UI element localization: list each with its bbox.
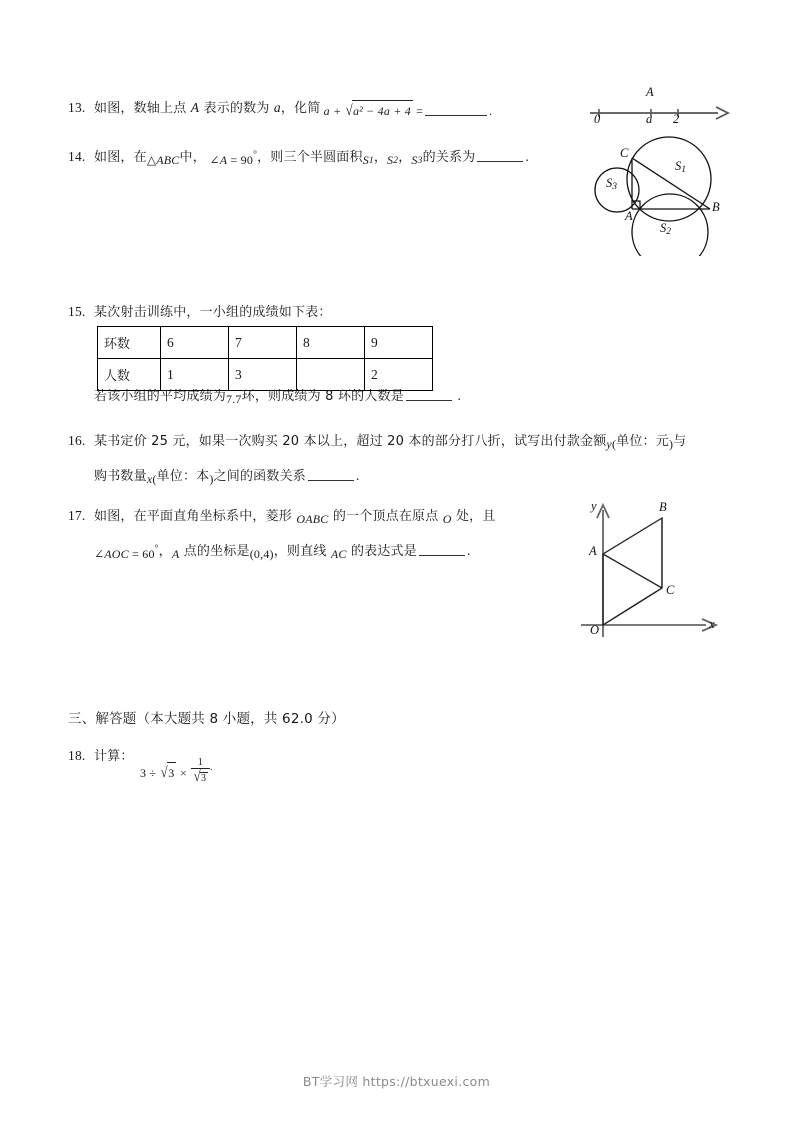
- table-row: [98, 327, 433, 359]
- radicand-3: 3: [167, 762, 176, 784]
- angle-name-A: A: [219, 153, 228, 167]
- question-15-followup: [94, 384, 554, 410]
- question-14-text-b: 中，: [179, 150, 206, 165]
- degree-symbol: °: [253, 150, 258, 160]
- angle-equals-60: = 60: [128, 547, 155, 561]
- semicircle-label-A: A: [625, 209, 633, 223]
- question-17-line1: [68, 504, 588, 530]
- paren-open-y: (: [611, 437, 617, 451]
- answer-blank-17[interactable]: [419, 543, 465, 556]
- vertex-label-B: B: [659, 500, 667, 514]
- question-16-text-b: 与: [673, 434, 687, 449]
- sqrt-glyph: [345, 98, 413, 124]
- question-17-text-c: 处，且: [451, 509, 496, 524]
- question-13-number: 13.: [68, 100, 86, 115]
- fraction-numerator: 1: [191, 757, 211, 769]
- question-17-text-a: 如图，在平面直角坐标系中，菱形: [94, 509, 297, 524]
- right-triangle-semicircles-diagram: [592, 136, 734, 256]
- answer-blank-13[interactable]: [425, 103, 487, 116]
- table-cell-rings-3: 9: [365, 327, 433, 359]
- question-14-text-d: 的关系为: [422, 150, 476, 165]
- table-cell-people-3: 2: [365, 359, 433, 391]
- question-15-period: .: [457, 388, 462, 403]
- radicand-den: 3: [200, 773, 207, 784]
- question-13-var-a: a: [273, 100, 281, 115]
- answer-blank-15[interactable]: [406, 388, 452, 401]
- triangle-name-ABC: ABC: [156, 153, 180, 167]
- radical-sign: √: [345, 103, 353, 119]
- rhombus-coordinate-diagram: [578, 492, 728, 647]
- question-15-stem: [68, 300, 488, 325]
- area-S3: S: [411, 153, 418, 167]
- answer-blank-14[interactable]: [477, 149, 523, 162]
- footer-watermark: BT学习网 https://btxuexi.com: [302, 1074, 491, 1089]
- question-16-line2: [94, 464, 594, 490]
- question-15-text: 某次射击训练中，一小组的成绩如下表：: [94, 305, 332, 320]
- question-15-text-b: 环，则成绩为 8 环的人数是: [241, 389, 404, 404]
- question-17-number: 17.: [68, 508, 86, 523]
- semicircle-label-C: C: [620, 146, 629, 160]
- number-line-label-zero: 0: [594, 112, 601, 126]
- area-S1-sub: 1: [368, 156, 374, 166]
- semicircle-label-S1: [675, 159, 686, 175]
- question-14-text-a: 如图，在: [94, 150, 147, 165]
- table-cell-rings-0: 6: [161, 327, 229, 359]
- point-A: A: [171, 547, 180, 561]
- origin-O: O: [442, 512, 452, 526]
- sqrt-glyph-den: [193, 769, 209, 786]
- s2-letter: S: [660, 221, 667, 235]
- radical-sign-3: √: [160, 765, 168, 781]
- question-14-number: 14.: [68, 149, 86, 164]
- question-18-expression: [140, 757, 440, 786]
- s1-letter: S: [675, 159, 682, 173]
- rhombus-OABC: OABC: [296, 512, 329, 526]
- question-18-text: 计算：: [94, 749, 134, 764]
- number-line-label-point-A: A: [646, 85, 654, 99]
- question-17-period: .: [466, 543, 471, 558]
- number-line-svg: [585, 88, 735, 134]
- angle-name-AOC: AOC: [104, 547, 129, 561]
- question-13-text-c: ，化简: [280, 101, 321, 116]
- question-13: [68, 96, 568, 124]
- semicircles-svg: [592, 136, 734, 256]
- radicand: a² − 4a + 4: [352, 100, 413, 122]
- number-line-diagram: [585, 85, 735, 134]
- vertex-label-C: C: [666, 583, 675, 597]
- sqrt-glyph-3: [160, 760, 177, 786]
- shooting-score-table: [97, 326, 433, 391]
- question-13-text-a: 如图，数轴上点: [94, 101, 191, 116]
- question-14-text-c: ，则三个半圆面积: [257, 150, 363, 165]
- paren-close-y: ): [668, 437, 674, 451]
- sep-1: ，: [373, 150, 388, 165]
- question-13-var-A: A: [190, 100, 200, 115]
- expr-equals: =: [416, 104, 424, 118]
- s3-subscript: 3: [612, 182, 617, 192]
- question-17-line2: [94, 539, 594, 565]
- paren-close-x: ): [209, 472, 214, 486]
- sep-2: ，: [398, 150, 412, 165]
- degree-symbol-60: °: [154, 544, 159, 554]
- question-15-text-a: 若该小组的平均成绩为: [94, 389, 227, 404]
- question-13-expression: [320, 104, 492, 118]
- question-17-text-b: 的一个顶点在原点: [328, 509, 443, 524]
- question-14: [68, 145, 588, 171]
- variable-x: x: [146, 472, 153, 486]
- question-13-text-b: 表示的数为: [199, 101, 274, 116]
- sep-3: ，: [158, 544, 172, 559]
- question-17-text-d: 点的坐标是: [179, 544, 250, 559]
- question-15-number: 15.: [68, 304, 86, 319]
- fraction-one-over-sqrt3: [191, 757, 211, 786]
- question-17-text-f: 的表达式是: [346, 544, 417, 559]
- angle-symbol: ∠: [209, 153, 220, 167]
- s3-letter: S: [606, 176, 613, 190]
- question-17-text-e: ，则直线: [273, 544, 331, 559]
- area-S3-sub: 3: [417, 156, 423, 166]
- table-cell-people-1: 3: [229, 359, 297, 391]
- radical-sign-den: √: [193, 769, 201, 785]
- question-18-period: .: [210, 763, 213, 773]
- paren-open-x: (: [152, 472, 157, 486]
- area-S2: S: [387, 153, 394, 167]
- axis-label-y: y: [591, 499, 597, 513]
- s1-subscript: 1: [681, 165, 686, 175]
- area-S2-sub: 2: [393, 156, 399, 166]
- rhombus-svg: [578, 492, 728, 647]
- axis-label-x: x: [709, 617, 715, 631]
- fraction-denominator: [191, 769, 211, 786]
- unit-ben: 单位：本: [156, 469, 210, 484]
- s2-subscript: 2: [666, 227, 671, 237]
- question-16-period: .: [355, 468, 360, 483]
- mean-value-7.7: 7.7: [226, 392, 242, 406]
- expr-18-times: ×: [179, 766, 187, 780]
- table-header-rings: 环数: [98, 327, 161, 359]
- origin-label-O: O: [590, 623, 600, 637]
- triangle-symbol: △: [146, 153, 157, 167]
- question-16-text-d: 之间的函数关系: [213, 469, 306, 484]
- unit-yuan: 单位：元: [616, 434, 669, 449]
- table-header-people: 人数: [98, 359, 161, 391]
- table-cell-rings-2: 8: [297, 327, 365, 359]
- angle-equals-90: = 90: [227, 153, 254, 167]
- expr-period: .: [489, 104, 493, 118]
- question-16-line1: [68, 429, 728, 455]
- expr-lead: a +: [323, 104, 342, 118]
- section-heading-part-three: 三、解答题（本大题共 8 小题，共 62.0 分）: [68, 711, 345, 727]
- number-line-label-a: a: [646, 112, 653, 126]
- question-16-number: 16.: [68, 433, 86, 448]
- coordinate-A: (0,4): [249, 547, 274, 561]
- semicircle-label-B: B: [712, 200, 720, 214]
- expr-18-lead: 3 ÷: [140, 766, 157, 780]
- variable-y: y: [606, 437, 612, 451]
- question-16-text-c: 购书数量: [94, 469, 147, 484]
- table-cell-rings-1: 7: [229, 327, 297, 359]
- question-18-number: 18.: [68, 748, 86, 763]
- semicircle-label-S2: [660, 221, 671, 237]
- question-14-period: .: [525, 149, 529, 164]
- semicircle-label-S3: [606, 176, 617, 192]
- table-cell-people-0: 1: [161, 359, 229, 391]
- area-S1: S: [362, 153, 369, 167]
- line-AC: AC: [330, 547, 347, 561]
- vertex-label-A: A: [589, 544, 597, 558]
- answer-blank-16[interactable]: [308, 468, 354, 481]
- number-line-label-two: 2: [673, 112, 680, 126]
- question-16-text-a: 某书定价 25 元，如果一次购买 20 本以上，超过 20 本的部分打八折，试写出付款金额: [94, 434, 607, 449]
- angle-symbol-AOC: ∠: [94, 547, 105, 561]
